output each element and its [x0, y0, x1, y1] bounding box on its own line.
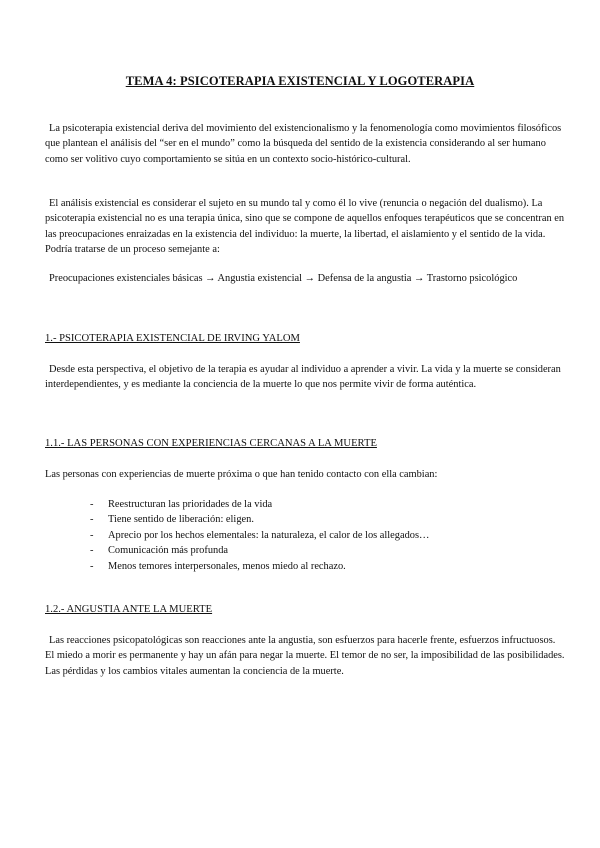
bullet-dash: -: [90, 514, 94, 526]
list-item: - Comunicación más profunda: [90, 543, 429, 558]
list-item: - Reestructuran las prioridades de la vida: [90, 497, 429, 512]
section-1-1-paragraph: Las personas con experiencias de muerte próxima o que han tenido contacto con ella cambian:: [45, 469, 438, 480]
section-1-heading: 1.- PSICOTERAPIA EXISTENCIAL DE IRVING YALOM: [45, 333, 300, 344]
bullet-dash: -: [90, 545, 94, 557]
list-item: - Tiene sentido de liberación: eligen.: [90, 512, 429, 527]
list-item: - Menos temores interpersonales, menos miedo al rechazo.: [90, 559, 429, 574]
bullet-dash: -: [90, 499, 94, 510]
section-1-2-paragraph: Las reacciones psicopatológicas son reacciones ante la angustia, son esfuerzos para hacerle frente, esfuerzos infructuosos. El miedo a morir es permanente y hay un afán para negar la muerte. El temor de no ser, la imposibilidad de las posibilidades. Las pérdidas y los cambios vitales aumentan la conciencia de la muerte.: [45, 635, 565, 677]
bullet-dash: -: [90, 560, 94, 572]
intro-process-flow: Preocupaciones existenciales básicas → Angustia existencial → Defensa de la angustia → Trastorno psicológico: [49, 273, 518, 284]
document-title: TEMA 4: PSICOTERAPIA EXISTENCIAL Y LOGOTERAPIA: [125, 74, 475, 88]
section-1-2-heading: 1.2.- ANGUSTIA ANTE LA MUERTE: [45, 604, 213, 615]
section-1-paragraph: Desde esta perspectiva, el objetivo de la terapia es ayudar al individuo a aprender a vivir. La vida y la muerte se consideran interdependientes, y es mediante la conciencia de la muerte lo que nos permite vivir de forma auténtica.: [45, 364, 561, 391]
section-1-1-heading: 1.1.- LAS PERSONAS CON EXPERIENCIAS CERCANAS A LA MUERTE: [45, 438, 377, 449]
list-item: - Aprecio por los hechos elementales: la naturaleza, el calor de los allegados…: [90, 528, 429, 543]
intro-paragraph-2: El análisis existencial es considerar el sujeto en su mundo tal y como él lo vive (renuncia o negación del dualismo). La psicoterapia existencial no es una terapia única, sino que se compone de aquellos enfoques terapéuticos que se concentran en las preocupaciones enraizadas en la existencia del individuo: la muerte, la libertad, el aislamiento y el sentido de la vida. Podría tratarse de un proceso semejante a:: [45, 198, 565, 256]
death-experience-list: [90, 497, 429, 574]
intro-paragraph-1: La psicoterapia existencial deriva del movimiento del existencionalismo y la fenomenología como movimientos filosóficos que plantean el análisis del “ser en el mundo” como la búsqueda del sentido de la existencia considerando al ser humano como ser volitivo cuyo comportamiento se sitúa en un contexto socio-histórico-cultural.: [45, 123, 562, 165]
bullet-dash: -: [90, 529, 94, 541]
